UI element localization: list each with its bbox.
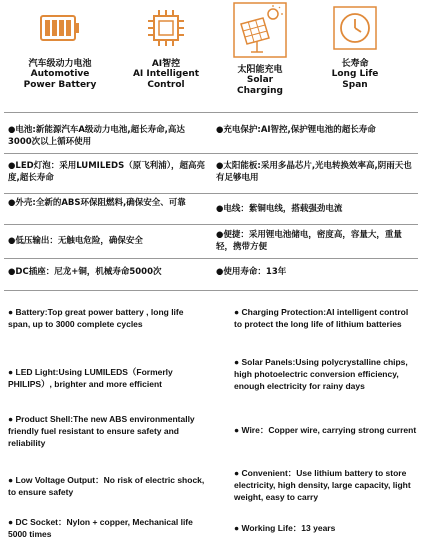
feature-title-en-1: Long Life [331, 69, 379, 79]
feature-title-en-2: Span [342, 80, 368, 90]
en-spec-wire: ● Wire：Copper wire, carrying strong current [234, 425, 417, 435]
cn-spec-solar: ●太阳能板:采用多晶芯片,光电转换效率高,阴雨天也有足够电用 [216, 161, 412, 183]
en-spec-battery: ● Battery:Top great power battery , long life span, up to 3000 complete cycles [8, 307, 184, 329]
en-spec-working-life: ● Working Life：13 years [234, 523, 336, 533]
feature-title-en-1: Solar [246, 75, 274, 85]
divider [4, 290, 418, 291]
en-spec-dc-socket: ● DC Socket：Nylon + copper, Mechanical life 5000 times [8, 517, 193, 539]
cn-spec-battery: ●电池:新能源汽车A级动力电池,超长寿命,高达3000次以上循环使用 [8, 125, 185, 147]
cn-spec-wire: ●电线：紫铜电线，搭载强劲电流 [216, 204, 343, 214]
en-spec-solar: ● Solar Panels:Using polycrystalline chips, high photoelectric conversion efficiency, enough electricity for rainy days [234, 357, 408, 391]
cn-spec-dc-socket: ●DC插座：尼龙+铜，机械寿命5000次 [8, 267, 162, 277]
feature-title-en-2: Power Battery [23, 80, 97, 90]
feature-ai-control [116, 6, 216, 91]
divider [4, 112, 418, 113]
feature-title-en-2: Control [147, 80, 185, 90]
battery-icon [38, 6, 82, 50]
divider [4, 193, 418, 194]
en-spec-convenient: ● Convenient：Use lithium battery to store electricity, high density, large capacity, light weight, easy to carry [234, 468, 411, 502]
cn-spec-led: ●LED灯泡：采用LUMILEDS（原飞利浦），超高亮度,超长寿命 [8, 161, 205, 183]
chip-icon [144, 6, 188, 50]
feature-title-en-1: Automotive [30, 69, 90, 79]
divider [4, 224, 418, 225]
solar-panel-icon [233, 2, 287, 58]
en-spec-low-voltage: ● Low Voltage Output：No risk of electric shock, to ensure safety [8, 475, 205, 497]
feature-title-en-1: AI Intelligent [132, 69, 200, 79]
en-spec-led: ● LED Light:Using LUMILEDS（Formerly PHILIPS）, brighter and more efficient [8, 367, 173, 389]
cn-spec-charging: ●充电保护:AI智控,保护锂电池的超长寿命 [216, 125, 376, 135]
feature-icons-row [0, 0, 422, 110]
feature-title-cn: 太阳能充电 [237, 65, 283, 75]
cn-spec-shell: ●外壳:全新的ABS环保阻燃料,确保安全、可靠 [8, 198, 186, 208]
clock-icon [333, 6, 377, 50]
cn-spec-convenient: ●便捷：采用锂电池储电，密度高，容量大，重量轻，携带方便 [216, 230, 402, 252]
divider [4, 153, 418, 154]
feature-title-en-2: Charging [237, 86, 283, 96]
cn-spec-low-voltage: ●低压输出：无触电危险，确保安全 [8, 236, 143, 246]
feature-long-life [305, 6, 405, 91]
en-spec-charging: ● Charging Protection:AI intelligent control to protect the long life of lithium batteries [234, 307, 409, 329]
divider [4, 258, 418, 259]
feature-title-cn: 长寿命 [341, 59, 369, 69]
cn-spec-working-life: ●使用寿命：13年 [216, 267, 287, 277]
feature-solar [210, 2, 310, 97]
feature-title-cn: AI智控 [151, 59, 181, 69]
feature-battery [10, 6, 110, 91]
feature-title-cn: 汽车级动力电池 [28, 59, 92, 69]
en-spec-shell: ● Product Shell:The new ABS environmentally friendly fuel resistant to ensure safety and reliability [8, 414, 195, 448]
